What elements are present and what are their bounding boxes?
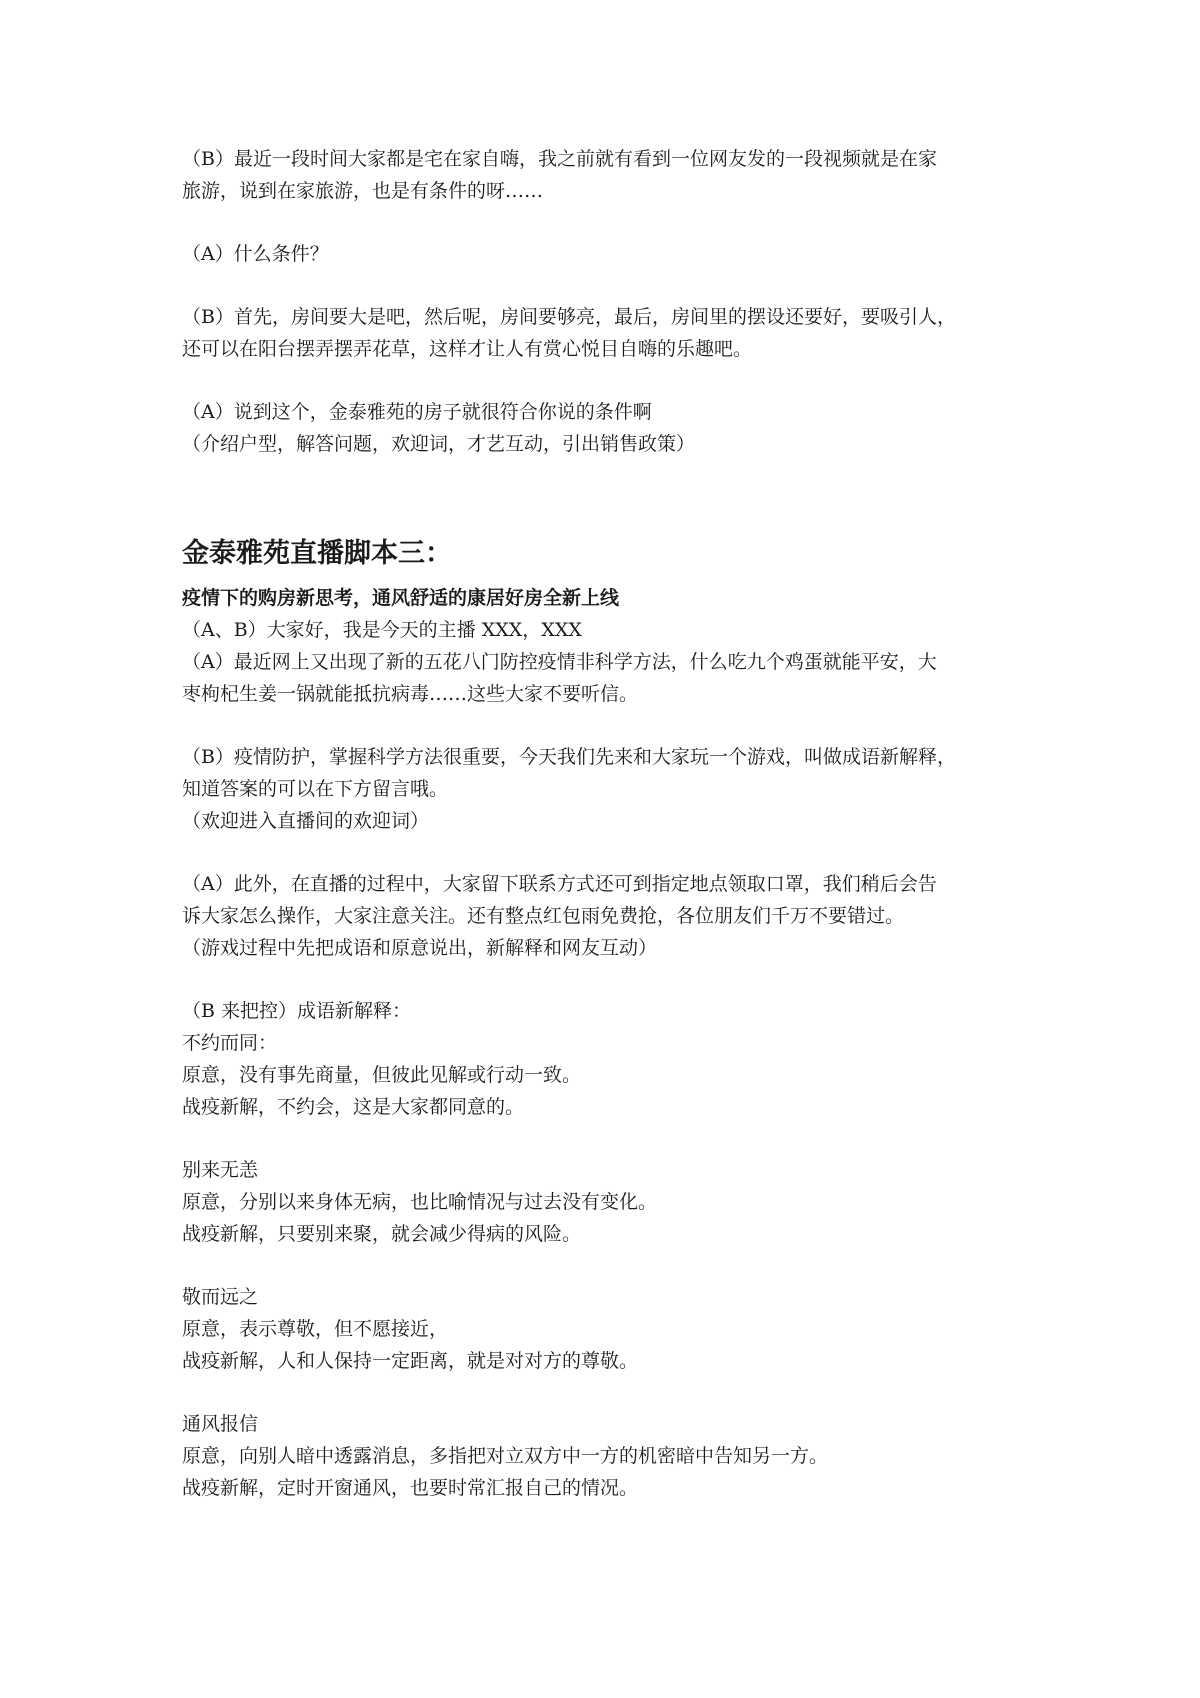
text-line: （A）什么条件？: [182, 243, 329, 265]
idiom-original-meaning: 原意，分别以来身体无病，也比喻情况与过去没有变化。: [182, 1191, 658, 1213]
text-line: （A）最近网上又出现了新的五花八门防控疫情非科学方法，什么吃九个鸡蛋就能平安，大: [182, 651, 937, 673]
dialogue-paragraph: [182, 868, 1042, 964]
dialogue-paragraph: [182, 238, 1042, 270]
text-line: （游戏过程中先把成语和原意说出，新解释和网友互动）: [182, 937, 658, 959]
text-line: （A）此外，在直播的过程中，大家留下联系方式还可到指定地点领取口罩，我们稍后会告: [182, 873, 937, 895]
idiom-block: [182, 1154, 1042, 1250]
idiom-block: [182, 995, 1042, 1123]
section-heading: 金泰雅苑直播脚本三：: [182, 538, 452, 569]
idiom-title: 别来无恙: [182, 1159, 259, 1181]
idiom-new-meaning: 战疫新解，只要别来聚，就会减少得病的风险。: [182, 1223, 582, 1245]
text-line: （B 来把控）成语新解释：: [182, 1000, 412, 1022]
idiom-title: 不约而同：: [182, 1032, 278, 1054]
text-line: （B）疫情防护，掌握科学方法很重要，今天我们先来和大家玩一个游戏，叫做成语新解释，: [182, 746, 956, 768]
idiom-title: 通风报信: [182, 1413, 259, 1435]
idiom-new-meaning: 战疫新解，定时开窗通风，也要时常汇报自己的情况。: [182, 1477, 639, 1499]
dialogue-paragraph: [182, 143, 1042, 207]
idiom-new-meaning: 战疫新解，人和人保持一定距离，就是对对方的尊敬。: [182, 1350, 639, 1372]
idiom-original-meaning: 原意，向别人暗中透露消息，多指把对立双方中一方的机密暗中告知另一方。: [182, 1445, 829, 1467]
document-page: [182, 143, 1042, 1504]
text-line: （介绍户型，解答问题，欢迎词，才艺互动，引出销售政策）: [182, 433, 696, 455]
dialogue-paragraph: [182, 396, 1042, 460]
text-line: （B）最近一段时间大家都是宅在家自嗨，我之前就有看到一位网友发的一段视频就是在家: [182, 148, 937, 170]
dialogue-paragraph: [182, 301, 1042, 365]
idiom-block: [182, 1281, 1042, 1377]
dialogue-paragraph: [182, 741, 1042, 837]
text-line: （A、B）大家好，我是今天的主播 XXX，XXX: [182, 619, 582, 641]
text-line: （欢迎进入直播间的欢迎词）: [182, 810, 430, 832]
text-line: 诉大家怎么操作，大家注意关注。还有整点红包雨免费抢，各位朋友们千万不要错过。: [182, 905, 905, 927]
text-line: 枣枸杞生姜一锅就能抵抗病毒……这些大家不要听信。: [182, 683, 639, 705]
idiom-block: [182, 1408, 1042, 1504]
idiom-new-meaning: 战疫新解，不约会，这是大家都同意的。: [182, 1096, 525, 1118]
section-subheading: 疫情下的购房新思考，通风舒适的康居好房全新上线: [182, 587, 620, 609]
dialogue-paragraph: [182, 614, 1042, 710]
text-line: 旅游，说到在家旅游，也是有条件的呀……: [182, 180, 544, 202]
idiom-title: 敬而远之: [182, 1286, 259, 1308]
idiom-original-meaning: 原意，没有事先商量，但彼此见解或行动一致。: [182, 1064, 582, 1086]
text-line: （A）说到这个，金泰雅苑的房子就很符合你说的条件啊: [182, 401, 652, 423]
idiom-original-meaning: 原意，表示尊敬，但不愿接近，: [182, 1318, 449, 1340]
text-line: （B）首先，房间要大是吧，然后呢，房间要够亮，最后，房间里的摆设还要好，要吸引人，: [182, 306, 956, 328]
text-line: 知道答案的可以在下方留言哦。: [182, 778, 449, 800]
text-line: 还可以在阳台摆弄摆弄花草，这样才让人有赏心悦目自嗨的乐趣吧。: [182, 338, 753, 360]
